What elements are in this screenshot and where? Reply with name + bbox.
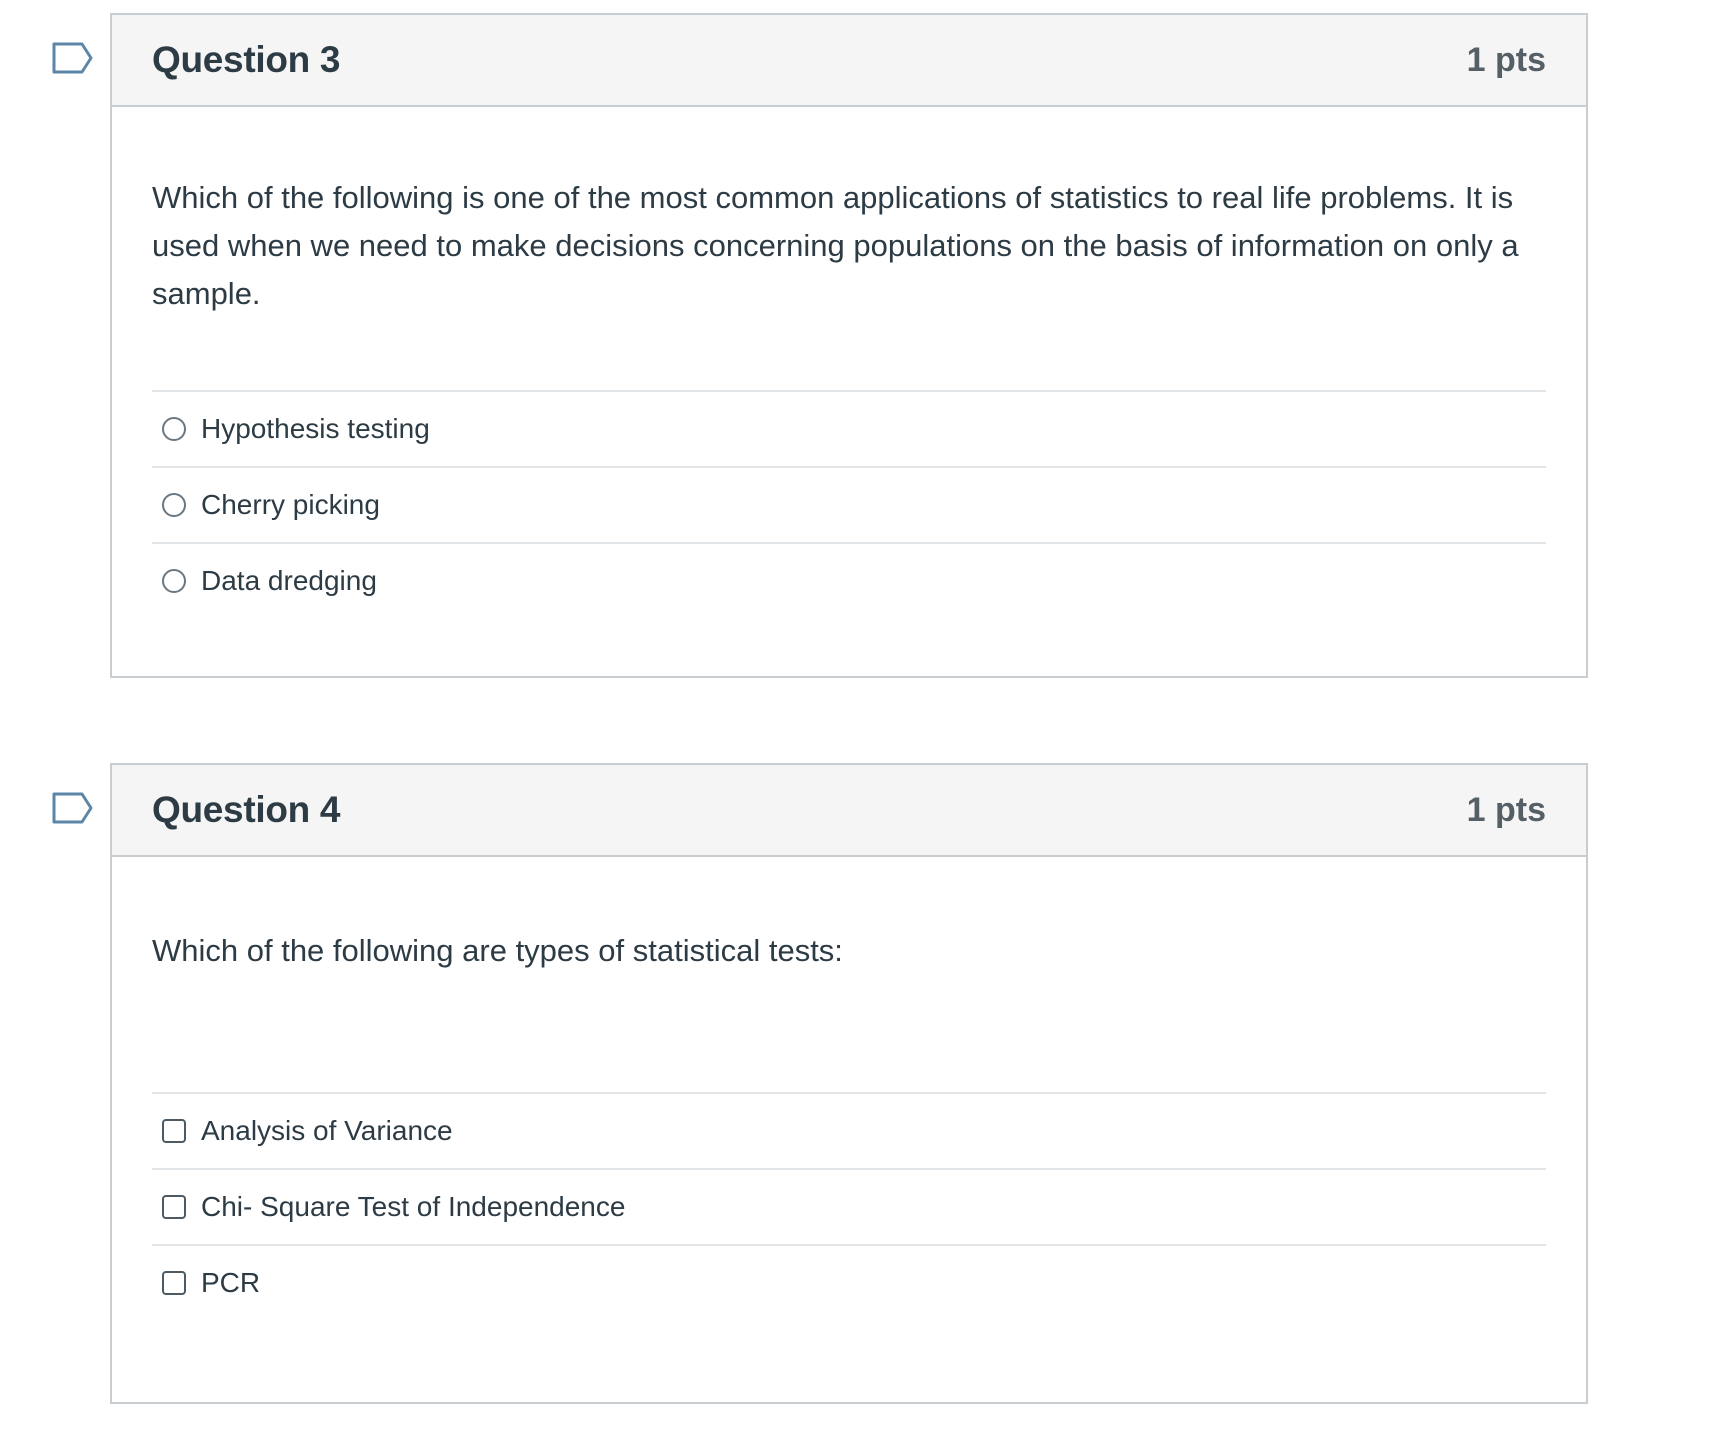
flag-question-4-button[interactable]	[52, 792, 94, 824]
checkbox[interactable]	[162, 1271, 186, 1295]
question-body	[112, 857, 1586, 1320]
question-title: Question 4	[152, 789, 341, 830]
answer-label[interactable]: Cherry picking	[201, 489, 380, 520]
checkbox[interactable]	[162, 1195, 186, 1219]
question-header	[112, 765, 1586, 857]
question-4-card	[110, 763, 1588, 1404]
question-points: 1 pts	[1466, 40, 1546, 79]
flag-question-3-button[interactable]	[52, 42, 94, 74]
answer-label[interactable]: Chi- Square Test of Independence	[201, 1191, 626, 1222]
bookmark-flag-icon	[52, 792, 94, 824]
question-body	[112, 107, 1586, 618]
checkbox[interactable]	[162, 1119, 186, 1143]
answer-option[interactable]	[152, 1168, 1546, 1244]
radio-button[interactable]	[162, 493, 186, 517]
answer-label[interactable]: Hypothesis testing	[201, 413, 430, 444]
question-title: Question 3	[152, 39, 341, 80]
answer-list	[152, 1092, 1546, 1320]
answer-label[interactable]: Data dredging	[201, 565, 377, 596]
bookmark-flag-icon	[52, 42, 94, 74]
question-text: Which of the following is one of the most common applications of statistics to real life problems. It is used when we need to make decisions concerning populations on the basis of information on only a sample.	[152, 180, 1519, 311]
answer-label[interactable]: Analysis of Variance	[201, 1115, 453, 1146]
answer-option[interactable]	[152, 466, 1546, 542]
answer-option[interactable]	[152, 1244, 1546, 1320]
answer-option[interactable]	[152, 390, 1546, 466]
question-points: 1 pts	[1466, 790, 1546, 829]
question-3-card	[110, 13, 1588, 678]
answer-label[interactable]: PCR	[201, 1267, 261, 1298]
answer-option[interactable]	[152, 1092, 1546, 1168]
answer-list	[152, 390, 1546, 618]
question-header	[112, 15, 1586, 107]
radio-button[interactable]	[162, 417, 186, 441]
answer-option[interactable]	[152, 542, 1546, 618]
question-text: Which of the following are types of statistical tests:	[152, 933, 843, 968]
radio-button[interactable]	[162, 569, 186, 593]
